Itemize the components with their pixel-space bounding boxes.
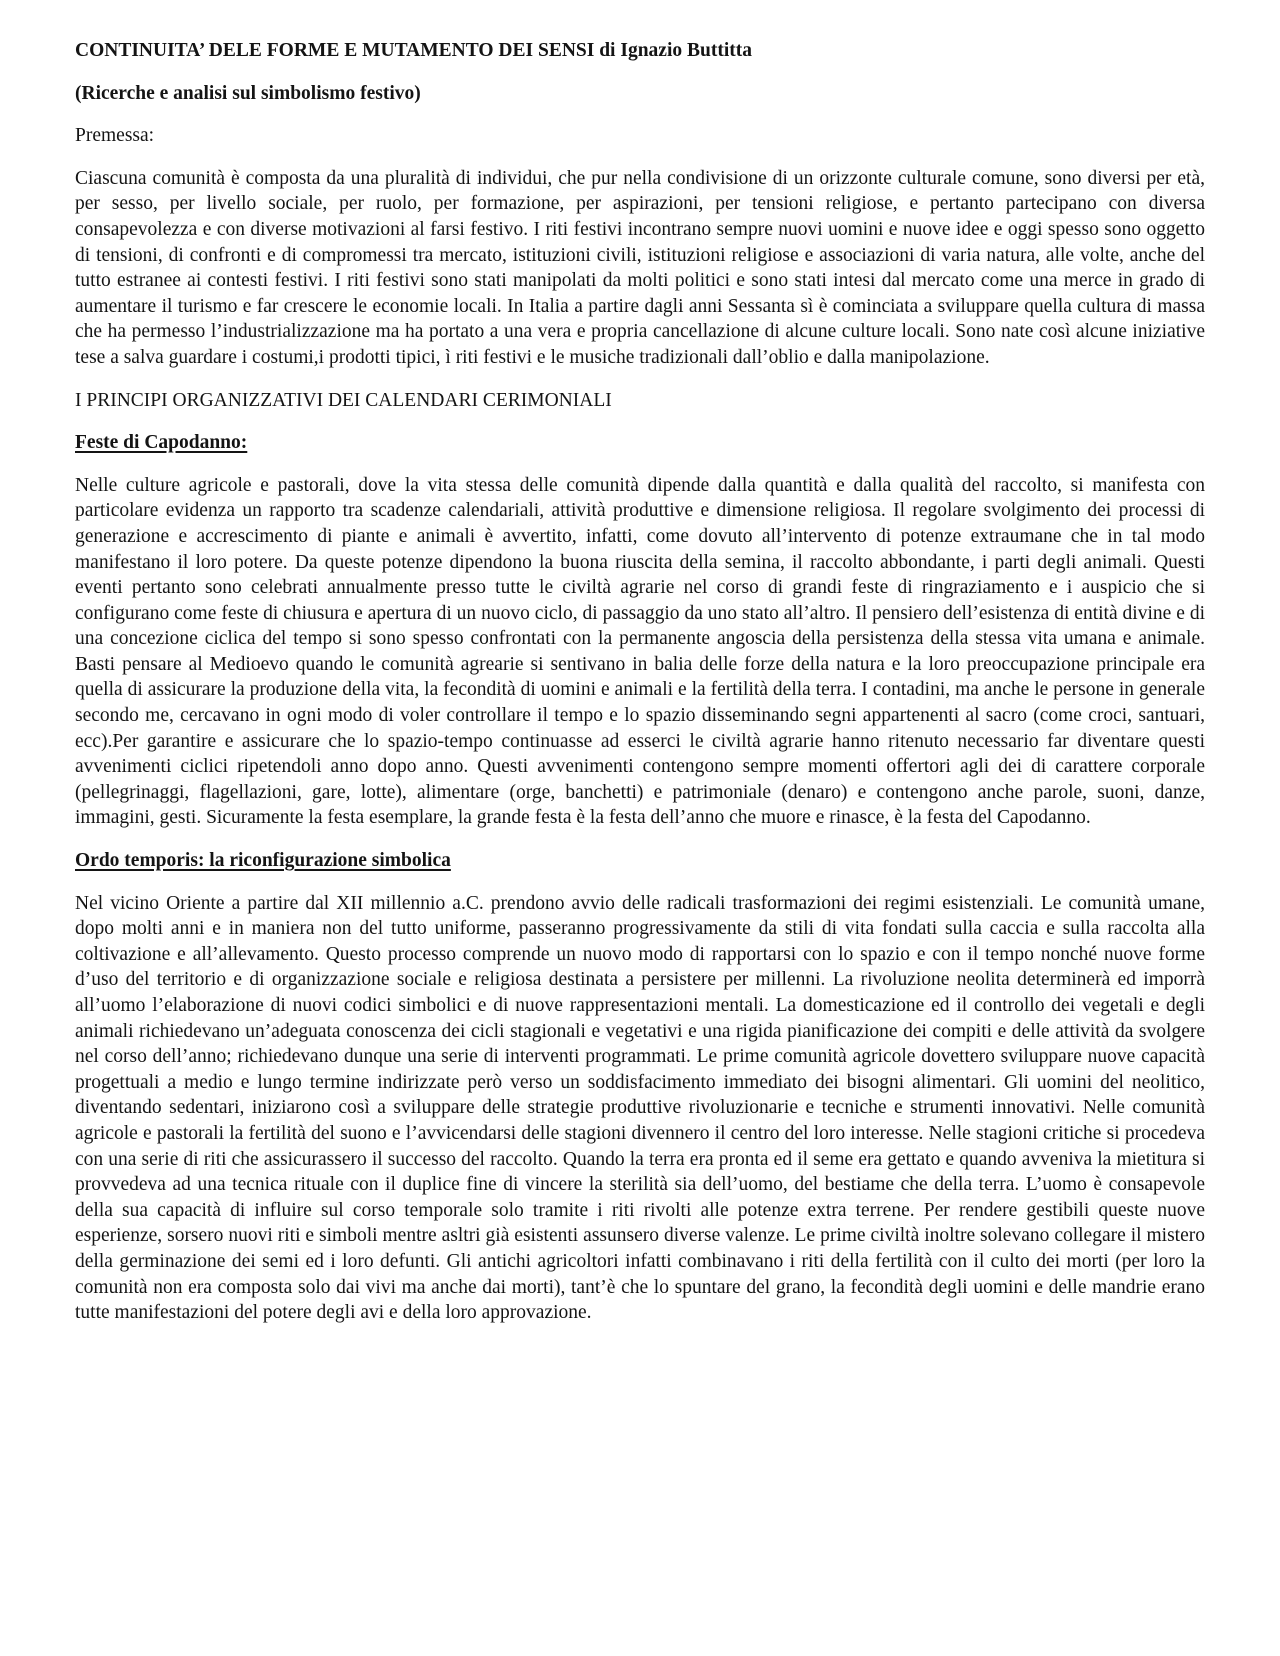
document-subtitle: (Ricerche e analisi sul simbolismo festivo)	[75, 82, 421, 104]
document-title: CONTINUITA’ DELE FORME E MUTAMENTO DEI SENSI di Ignazio Buttitta	[75, 40, 752, 61]
premise-paragraph: Ciascuna comunità è composta da una pluralità di individui, che pur nella condivisione di un orizzonte culturale comune, sono diversi per età, per sesso, per livello sociale, per ruolo, per formazione, per aspirazioni, per tensioni religiose, e pertanto partecipano con diversa consapevolezza e con diverse motivazioni al farsi festivo. I riti festivi incontrano sempre nuovi uomini e nuove idee e oggi spesso sono oggetto di tensioni, di confronti e di compromessi tra mercato, istituzioni civili, istituzioni religiose e associazioni di varia natura, alle volte, anche del tutto estranee ai contesti festivi. I riti festivi sono stati manipolati da molti politici e sono stati intesi dal mercato come una merce in grado di aumentare il turismo e far crescere le economie locali. In Italia a partire dagli anni Sessanta sì è cominciata a sviluppare quella cultura di massa che ha permesso l’industrializzazione ma ha portato a una vera e propria cancellazione di alcune culture locali. Sono nate così alcune iniziative tese a salva guardare i costumi,i prodotti tipici, ì riti festivi e le musiche tradizionali dall’oblio e dalla manipolazione.	[75, 167, 1205, 368]
capodanno-paragraph: Nelle culture agricole e pastorali, dove la vita stessa delle comunità dipende dalla quantità e dalla qualità del raccolto, si manifesta con particolare evidenza un rapporto tra scadenze calendariali, attività produttive e dimensione religiosa. Il regolare svolgimento dei processi di generazione e accrescimento di piante e animali è avvertito, infatti, come dovuto all’intervento di potenze extraumane che in tal modo manifestano il loro potere. Da queste potenze dipendono la buona riuscita della semina, il raccolto abbondante, i parti degli animali. Questi eventi pertanto sono celebrati annualmente presso tutte le civiltà agrarie nel corso di grandi feste di ringraziamento e i auspicio che si configurano come feste di chiusura e apertura di un nuovo ciclo, di passaggio da uno stato all’altro. Il pensiero dell’esistenza di entità divine e di una concezione ciclica del tempo si sono spesso confrontati con la permanente angoscia della persistenza della stessa vita umana e animale. Basti pensare al Medioevo quando le comunità agrearie si sentivano in balia delle forze della natura e la loro preoccupazione principale era quella di assicurare la produzione della vita, la fecondità di uomini e animali e la fertilità della terra. I contadini, ma anche le persone in generale secondo me, cercavano in ogni modo di voler controllare il tempo e lo spazio disseminando segni appartenenti al sacro (come croci, santuari, ecc).Per garantire e assicurare che lo spazio-tempo continuasse ad esserci le civiltà agrarie hanno ritenuto necessario far diventare questi avvenimenti ciclici ripetendoli anno dopo anno. Questi avvenimenti contengono sempre momenti offertori agli dei di carattere corporale (pellegrinaggi, flagellazioni, gare, lotte), alimentare (orge, banchetti) e patrimoniale (denaro) e contengono anche parole, suoni, danze, immagini, gesti. Sicuramente la festa esemplare, la grande festa è la festa dell’anno che muore e rinasce, è la festa del Capodanno.	[75, 474, 1205, 829]
capodanno-heading: Feste di Capodanno:	[75, 432, 248, 454]
ordo-temporis-paragraph: Nel vicino Oriente a partire dal XII millennio a.C. prendono avvio delle radicali trasformazioni dei regimi esistenziali. Le comunità umane, dopo molti anni e in maniera non del tutto uniforme, passeranno progressivamente da stili di vita fondati sulla caccia e sulla raccolta alla coltivazione e all’allevamento. Questo processo comprende un nuovo modo di rapportarsi con lo spazio e con il tempo nonché nuove forme d’uso del territorio e di organizzazione sociale e religiosa destinata a persistere per millenni. La rivoluzione neolita determinerà ed imporrà all’uomo l’elaborazione di nuovi codici simbolici e di nuove rappresentazioni mentali. La domesticazione ed il controllo dei vegetali e degli animali richiedevano un’adeguata conoscenza dei cicli stagionali e vegetativi e una rigida pianificazione dei compiti e delle attività da svolgere nel corso dell’anno; richiedevano dunque una serie di interventi programmati. Le prime comunità agricole dovettero sviluppare nuove capacità progettuali a medio e lungo termine indirizzate però verso un soddisfacimento immediato dei bisogni alimentari. Gli uomini del neolitico, diventando sedentari, iniziarono così a sviluppare delle strategie produttive rivoluzionarie e tecniche e strumenti innovativi. Nelle comunità agricole e pastorali la fertilità del suono e l’avvicendarsi delle stagioni divennero il centro del loro interesse. Nelle stagioni critiche si procedeva con una serie di riti che assicurassero il successo del raccolto. Quando la terra era pronta ed il seme era gettato e quando avveniva la mietitura si provvedeva ad una tecnica rituale con il duplice fine di vincere la sterilità sia dell’uomo, del bestiame che della terra. L’uomo è consapevole della sua capacità di influire sul corso temporale solo tramite i riti rivolti alle potenze extra terrene. Per rendere gestibili queste nuove esperienze, sorsero nuovi riti e simboli mentre asltri già esistenti assunsero diverse valenze. Le prime civiltà inoltre solevano collegare il mistero della germinazione dei semi ed i loro defunti. Gli antichi agricoltori infatti combinavano i riti della fertilità con il culto dei morti (per loro la comunità non era composta solo dai vivi ma anche dai morti), tant’è che lo spuntare del grano, la fecondità degli uomini e delle mandrie erano tutte manifestazioni del potere degli avi e della loro approvazione.	[75, 892, 1205, 1324]
ordo-temporis-heading: Ordo temporis: la riconfigurazione simbolica	[75, 850, 451, 872]
premise-label: Premessa:	[75, 125, 155, 147]
section-heading: I PRINCIPI ORGANIZZATIVI DEI CALENDARI CERIMONIALI	[75, 389, 612, 411]
document-page	[75, 38, 1205, 1343]
